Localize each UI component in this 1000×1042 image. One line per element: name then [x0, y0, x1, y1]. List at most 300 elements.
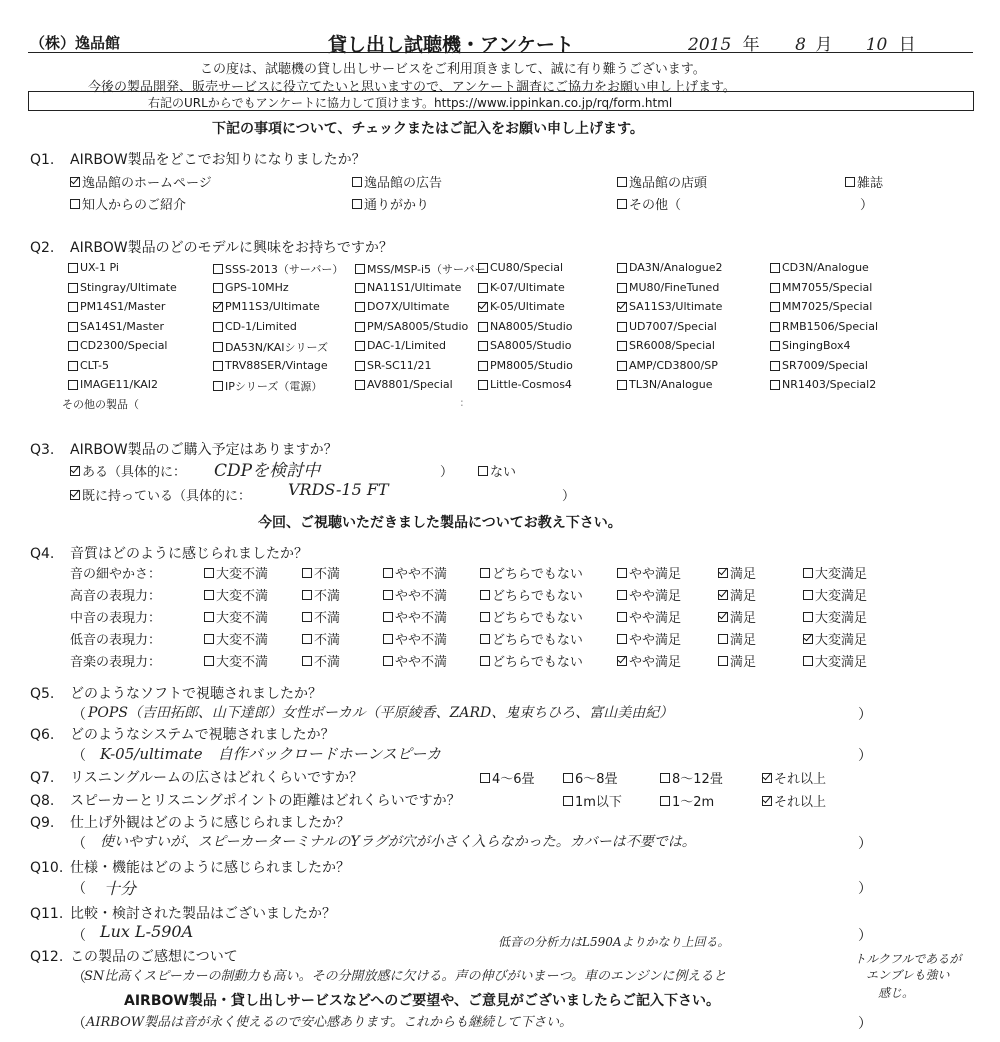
- q4-rating-option[interactable]: [302, 563, 340, 582]
- q5-answer: POPS（吉田拓郎、山下達郎）女性ボーカル（平原綾香、ZARD、鬼束ちひろ、富山美由紀）: [88, 705, 674, 721]
- q4-rating-option[interactable]: [383, 629, 447, 648]
- q2-model-label: DAC-1/Limited: [367, 339, 446, 352]
- checkbox[interactable]: [617, 380, 627, 390]
- date: 2015 年 8 月 10 日: [688, 35, 916, 55]
- q4-rating-option[interactable]: [204, 651, 268, 670]
- checkbox[interactable]: [770, 283, 780, 293]
- q4-scale-label: やや満足: [629, 633, 682, 648]
- q4-rating-option[interactable]: [617, 607, 681, 626]
- q2-model-option[interactable]: [478, 261, 563, 274]
- q2-model-label: SR6008/Special: [629, 339, 715, 352]
- q7-option-3[interactable]: 8～12畳: [660, 768, 723, 787]
- q4-row-label: 高音の表現力：: [70, 589, 162, 604]
- date-month: 8: [795, 35, 806, 55]
- q2-model-option[interactable]: [770, 261, 869, 274]
- q4-rating-option[interactable]: [480, 585, 583, 604]
- q4-rating-option[interactable]: [718, 607, 756, 626]
- q2-model-option[interactable]: [770, 339, 850, 352]
- q7-option-1[interactable]: 4～6畳: [480, 768, 535, 787]
- q2-model-label: NA8005/Studio: [490, 320, 573, 333]
- q2-model-label: DO7X/Ultimate: [367, 300, 450, 313]
- checkbox[interactable]: [213, 283, 223, 293]
- q4-scale-label: やや不満: [395, 567, 448, 582]
- checkbox[interactable]: [68, 283, 78, 293]
- q2-model-option[interactable]: [478, 359, 573, 372]
- checkbox[interactable]: [355, 341, 365, 351]
- checkbox-checked[interactable]: [478, 302, 488, 312]
- q12-answer: SN比高くスピーカーの制動力も高い。その分開放感に欠ける。声の伸びがいまーつ。車のエンジンに例えると: [84, 969, 727, 984]
- checkbox[interactable]: [803, 568, 813, 578]
- checkbox[interactable]: [302, 656, 312, 666]
- q2-model-option[interactable]: [355, 339, 446, 352]
- q2-model-option[interactable]: [355, 359, 432, 372]
- q4-scale-label: 大変満足: [815, 611, 868, 626]
- q2-model-label: TRV88SER/Vintage: [225, 359, 328, 372]
- intro-line-1: この度は、試聴機の貸し出しサービスをご利用頂きまして、誠に有り難うございます。: [200, 62, 706, 77]
- q6-open: （: [72, 748, 86, 764]
- q4-scale-label: 大変満足: [815, 633, 868, 648]
- q4-rating-option[interactable]: [803, 585, 867, 604]
- checkbox[interactable]: [617, 612, 627, 622]
- final-open: （: [72, 1016, 86, 1032]
- q2-model-option[interactable]: [355, 281, 461, 294]
- q1-option-other[interactable]: その他（: [617, 194, 681, 213]
- q7-question: Q7. リスニングルームの広さはどれくらいですか？: [30, 770, 364, 786]
- q9-answer: 使いやすいが、スピーカーターミナルのYラグが穴が小さく入らなかった。カバーは不要では。: [100, 834, 696, 850]
- checkbox[interactable]: [803, 612, 813, 622]
- checkbox[interactable]: [355, 302, 365, 312]
- checkbox[interactable]: [478, 263, 488, 273]
- checkbox[interactable]: [383, 612, 393, 622]
- checkbox[interactable]: [302, 612, 312, 622]
- q4-rating-option[interactable]: [204, 563, 268, 582]
- checkbox[interactable]: [204, 634, 214, 644]
- q4-rating-option[interactable]: [617, 563, 681, 582]
- q12-open: （: [72, 970, 86, 986]
- checkbox[interactable]: [617, 177, 627, 187]
- checkbox[interactable]: [770, 322, 780, 332]
- q6-question: Q6. どのようなシステムで視聴されましたか？: [30, 727, 335, 743]
- company-name: （株）逸品館: [30, 34, 121, 52]
- checkbox[interactable]: [617, 341, 627, 351]
- q4-scale-label: 大変不満: [216, 633, 269, 648]
- q2-other-products: その他の製品（: [62, 398, 139, 411]
- q4-rating-option[interactable]: [383, 651, 447, 670]
- checkbox[interactable]: [770, 361, 780, 371]
- checkbox[interactable]: [480, 590, 490, 600]
- checkbox[interactable]: [68, 380, 78, 390]
- q4-scale-label: やや不満: [395, 611, 448, 626]
- instruction: 下記の事項について、チェックまたはご記入をお願い申し上げます。: [212, 121, 644, 137]
- q7-option-2[interactable]: 6～8畳: [563, 768, 618, 787]
- checkbox[interactable]: [478, 380, 488, 390]
- q4-row-label: 中音の表現力：: [70, 611, 162, 626]
- checkbox[interactable]: [770, 302, 780, 312]
- checkbox[interactable]: [803, 656, 813, 666]
- checkbox[interactable]: [617, 590, 627, 600]
- q2-model-label: SR7009/Special: [782, 359, 868, 372]
- checkbox[interactable]: [302, 590, 312, 600]
- q2-model-option[interactable]: [213, 300, 320, 313]
- q2-model-option[interactable]: [617, 261, 722, 274]
- q4-rating-option[interactable]: [302, 629, 340, 648]
- q2-model-option[interactable]: [213, 281, 289, 294]
- q4-row-label: 音の細やかさ：: [70, 567, 162, 582]
- q12-note-right-1: トルクフルであるが: [854, 952, 962, 966]
- q2-model-label: CD3N/Analogue: [782, 261, 869, 274]
- q4-scale-label: やや満足: [629, 655, 682, 670]
- q4-rating-option[interactable]: [480, 563, 583, 582]
- checkbox[interactable]: [478, 283, 488, 293]
- checkbox[interactable]: [480, 773, 490, 783]
- q2-model-label: UX-1 Pi: [80, 261, 119, 274]
- checkbox[interactable]: [204, 590, 214, 600]
- q4-rating-option[interactable]: [383, 563, 447, 582]
- checkbox[interactable]: [478, 341, 488, 351]
- checkbox[interactable]: [480, 656, 490, 666]
- q1-option-store[interactable]: 逸品館の店頭: [617, 172, 707, 191]
- checkbox[interactable]: [302, 568, 312, 578]
- q8-option-3[interactable]: それ以上: [762, 791, 826, 810]
- q3-have-close: ）: [562, 489, 576, 504]
- q7-option-4[interactable]: それ以上: [762, 768, 826, 787]
- checkbox[interactable]: [478, 361, 488, 371]
- q2-model-option[interactable]: [770, 300, 872, 313]
- checkbox[interactable]: [803, 590, 813, 600]
- checkbox[interactable]: [617, 322, 627, 332]
- q2-model-option[interactable]: [355, 320, 468, 333]
- q2-model-label: K-07/Ultimate: [490, 281, 565, 294]
- checkbox-checked[interactable]: [762, 773, 772, 783]
- checkbox[interactable]: [478, 322, 488, 332]
- q4-row-label: 音楽の表現力：: [70, 655, 162, 670]
- q2-model-option[interactable]: [478, 300, 565, 313]
- q2-model-label: CU80/Special: [490, 261, 564, 274]
- q3-question: Q3. AIRBOW製品のご購入予定はありますか？: [30, 442, 338, 458]
- q4-rating-option[interactable]: [204, 629, 268, 648]
- checkbox-checked[interactable]: [718, 612, 728, 622]
- q2-model-option[interactable]: [213, 320, 297, 333]
- intro-line-2: 今後の製品開発、販売サービスに役立てたいと思いますので、アンケート調査にご協力をお願い申し上げます。: [88, 80, 736, 95]
- q1-question: Q1. AIRBOW製品をどこでお知りになりましたか？: [30, 152, 366, 168]
- checkbox[interactable]: [68, 263, 78, 273]
- checkbox[interactable]: [617, 361, 627, 371]
- q4-rating-option[interactable]: [617, 629, 681, 648]
- q4-rating-option[interactable]: [480, 607, 583, 626]
- q2-model-label: AV8801/Special: [367, 378, 453, 391]
- q4-rating-option[interactable]: [302, 585, 340, 604]
- q9-open: （: [72, 836, 86, 852]
- checkbox-checked[interactable]: [617, 656, 627, 666]
- q2-model-option[interactable]: [770, 359, 868, 372]
- q4-rating-option[interactable]: [617, 585, 681, 604]
- q4-scale-label: やや不満: [395, 633, 448, 648]
- checkbox[interactable]: [355, 380, 365, 390]
- q4-scale-label: 大変満足: [815, 589, 868, 604]
- checkbox[interactable]: [68, 322, 78, 332]
- q6-close: ）: [858, 748, 872, 764]
- checkbox-checked[interactable]: [70, 177, 80, 187]
- date-day: 10: [865, 35, 888, 55]
- q2-model-option[interactable]: [478, 320, 573, 333]
- q4-rating-option[interactable]: [383, 607, 447, 626]
- q2-model-label: K-05/Ultimate: [490, 300, 565, 313]
- q4-scale-label: 不満: [314, 611, 341, 626]
- q2-model-option[interactable]: [617, 378, 713, 391]
- q4-scale-label: 不満: [314, 589, 341, 604]
- page-title: 貸し出し試聴機・アンケート: [328, 34, 574, 56]
- q4-rating-option[interactable]: [718, 563, 756, 582]
- q1-option-magazine[interactable]: 雑誌: [845, 172, 883, 191]
- q2-model-option[interactable]: [770, 378, 876, 391]
- q4-scale-label: やや満足: [629, 589, 682, 604]
- checkbox[interactable]: [352, 177, 362, 187]
- q5-close: ）: [858, 707, 872, 723]
- q4-rating-option[interactable]: [803, 607, 867, 626]
- q2-model-label: Stingray/Ultimate: [80, 281, 177, 294]
- checkbox[interactable]: [480, 634, 490, 644]
- q1-option-friend[interactable]: 知人からのご紹介: [70, 194, 186, 213]
- q2-model-option[interactable]: [68, 359, 109, 372]
- q4-scale-label: 大変満足: [815, 655, 868, 670]
- q2-model-label: PM8005/Studio: [490, 359, 573, 372]
- q2-model-option[interactable]: [68, 281, 177, 294]
- q2-model-label: CD-1/Limited: [225, 320, 297, 333]
- q4-scale-label: 不満: [314, 633, 341, 648]
- q2-model-option[interactable]: [478, 281, 565, 294]
- q2-model-label: SA8005/Studio: [490, 339, 572, 352]
- checkbox[interactable]: [480, 612, 490, 622]
- q2-model-label: CD2300/Special: [80, 339, 168, 352]
- q2-model-label: PM/SA8005/Studio: [367, 320, 469, 333]
- q4-rating-option[interactable]: [718, 651, 756, 670]
- checkbox-checked[interactable]: [718, 590, 728, 600]
- q4-rating-option[interactable]: [204, 585, 268, 604]
- q2-model-label: MM7025/Special: [782, 300, 873, 313]
- q2-model-label: CLT-5: [80, 359, 109, 372]
- q11-close: ）: [858, 928, 872, 944]
- checkbox[interactable]: [213, 361, 223, 371]
- q2-model-option[interactable]: [617, 300, 722, 313]
- q2-model-label: SA11S3/Ultimate: [629, 300, 723, 313]
- checkbox[interactable]: [352, 199, 362, 209]
- checkbox[interactable]: [770, 263, 780, 273]
- q4-scale-label: どちらでもない: [492, 611, 583, 626]
- checkbox[interactable]: [563, 796, 573, 806]
- checkbox[interactable]: [204, 656, 214, 666]
- q2-model-option[interactable]: [68, 261, 119, 274]
- q4-rating-option[interactable]: [718, 629, 756, 648]
- q1-option-ad[interactable]: 逸品館の広告: [352, 172, 442, 191]
- q4-row-label: 低音の表現力：: [70, 633, 162, 648]
- checkbox[interactable]: [660, 796, 670, 806]
- q1-option-passing[interactable]: 通りがかり: [352, 194, 429, 213]
- q3-yes-close: ）: [440, 465, 454, 480]
- checkbox-checked[interactable]: [70, 466, 80, 476]
- section-2-title: 今回、ご視聴いただきました製品についてお教え下さい。: [258, 515, 622, 531]
- checkbox[interactable]: [478, 466, 488, 476]
- checkbox[interactable]: [355, 264, 365, 274]
- q2-model-option[interactable]: [617, 359, 718, 372]
- q2-model-label: RMB1506/Special: [782, 320, 879, 333]
- q2-model-label: DA53N/KAIシリーズ: [225, 341, 328, 354]
- q10-question: Q10. 仕様・機能はどのように感じられましたか？: [30, 860, 350, 876]
- q12-note-right-3: 感じ。: [878, 986, 915, 1000]
- checkbox[interactable]: [617, 283, 627, 293]
- checkbox[interactable]: [355, 361, 365, 371]
- checkbox-checked[interactable]: [213, 302, 223, 312]
- q4-rating-option[interactable]: [302, 651, 340, 670]
- q6-answer: K-05/ultimate 自作バックロードホーンスピーカ: [100, 745, 442, 763]
- checkbox[interactable]: [617, 568, 627, 578]
- checkbox[interactable]: [617, 263, 627, 273]
- q2-model-option[interactable]: [68, 339, 167, 352]
- q2-model-label: GPS-10MHz: [225, 281, 289, 294]
- q4-rating-option[interactable]: [383, 585, 447, 604]
- q2-model-label: UD7007/Special: [629, 320, 717, 333]
- q11-open: （: [72, 928, 86, 944]
- final-close: ）: [858, 1016, 872, 1032]
- q2-model-option[interactable]: [617, 339, 715, 352]
- q3-option-no[interactable]: ない: [478, 461, 516, 480]
- date-year: 2015: [688, 35, 732, 55]
- q2-model-label: SSS-2013（サーバー）: [225, 263, 344, 276]
- q8-question: Q8. スピーカーとリスニングポイントの距離はどれくらいですか？: [30, 793, 461, 809]
- checkbox[interactable]: [204, 568, 214, 578]
- q4-rating-option[interactable]: [617, 651, 681, 670]
- q2-model-label: MSS/MSP-i5（サーバー: [367, 263, 486, 276]
- q2-model-label: PM11S3/Ultimate: [225, 300, 320, 313]
- q4-scale-label: どちらでもない: [492, 633, 583, 648]
- url-line: 右記のURLからでもアンケートに協力して頂けます。https://www.ippinkan.co.jp/rq/form.html: [148, 96, 673, 110]
- q2-model-label: SingingBox4: [782, 339, 851, 352]
- q3-option-have[interactable]: 既に持っている（具体的に：: [70, 485, 251, 504]
- q3-option-yes[interactable]: ある（具体的に：: [70, 461, 186, 480]
- q8-option-1[interactable]: 1m以下: [563, 791, 622, 810]
- checkbox-checked[interactable]: [762, 796, 772, 806]
- q2-model-option[interactable]: [213, 378, 322, 394]
- checkbox-checked[interactable]: [617, 302, 627, 312]
- q2-model-option[interactable]: [478, 378, 572, 391]
- q2-model-label: MM7055/Special: [782, 281, 873, 294]
- q2-model-option[interactable]: [770, 320, 878, 333]
- q2-model-label: SR-SC11/21: [367, 359, 432, 372]
- q2-model-option[interactable]: [68, 300, 165, 313]
- checkbox-checked[interactable]: [70, 490, 80, 500]
- q11-answer: Lux L-590A: [100, 922, 194, 941]
- q4-scale-label: やや不満: [395, 589, 448, 604]
- checkbox[interactable]: [383, 656, 393, 666]
- q4-scale-label: 満足: [730, 655, 757, 670]
- checkbox[interactable]: [383, 634, 393, 644]
- q2-model-option[interactable]: [355, 261, 486, 277]
- q4-scale-label: 満足: [730, 589, 757, 604]
- q4-rating-option[interactable]: [718, 585, 756, 604]
- q4-scale-label: 不満: [314, 655, 341, 670]
- checkbox[interactable]: [383, 568, 393, 578]
- q2-model-option[interactable]: [355, 378, 453, 391]
- checkbox[interactable]: [718, 634, 728, 644]
- final-request: AIRBOW製品・貸し出しサービスなどへのご要望や、ご意見がございましたらご記入下さい。: [124, 993, 720, 1009]
- q2-model-label: NA11S1/Ultimate: [367, 281, 462, 294]
- checkbox-checked[interactable]: [803, 634, 813, 644]
- q2-model-label: IMAGE11/KAI2: [80, 378, 159, 391]
- q4-scale-label: 満足: [730, 611, 757, 626]
- q2-model-option[interactable]: [617, 320, 717, 333]
- q4-scale-label: 大変不満: [216, 655, 269, 670]
- q10-close: ）: [858, 881, 872, 897]
- q5-question: Q5. どのようなソフトで視聴されましたか？: [30, 686, 322, 702]
- checkbox[interactable]: [213, 381, 223, 391]
- q4-scale-label: 大変満足: [815, 567, 868, 582]
- q4-scale-label: 不満: [314, 567, 341, 582]
- q1-option-homepage[interactable]: 逸品館のホームページ: [70, 172, 212, 191]
- checkbox[interactable]: [355, 283, 365, 293]
- checkbox[interactable]: [770, 341, 780, 351]
- q2-model-option[interactable]: [68, 378, 158, 391]
- q4-rating-option[interactable]: [803, 629, 867, 648]
- q5-open: （: [72, 707, 86, 723]
- q2-model-option[interactable]: [213, 359, 328, 372]
- q3-have-answer: VRDS-15 FT: [288, 480, 389, 499]
- checkbox-checked[interactable]: [718, 568, 728, 578]
- q2-model-label: NR1403/Special2: [782, 378, 877, 391]
- q2-model-option[interactable]: [213, 261, 343, 277]
- checkbox[interactable]: [68, 302, 78, 312]
- q4-rating-option[interactable]: [803, 563, 867, 582]
- checkbox[interactable]: [70, 199, 80, 209]
- q4-scale-label: やや満足: [629, 611, 682, 626]
- header-rule: [28, 52, 973, 53]
- q10-open: （: [72, 881, 86, 897]
- q8-option-2[interactable]: 1～2m: [660, 791, 714, 810]
- checkbox[interactable]: [660, 773, 670, 783]
- q4-question: Q4. 音質はどのように感じられましたか？: [30, 546, 308, 562]
- q2-model-option[interactable]: [617, 281, 719, 294]
- checkbox[interactable]: [213, 322, 223, 332]
- q2-model-option[interactable]: [355, 300, 449, 313]
- q4-rating-option[interactable]: [302, 607, 340, 626]
- checkbox[interactable]: [355, 322, 365, 332]
- q12-note-above: 低音の分析力はL590Aよりかなり上回る。: [498, 935, 730, 949]
- q2-model-option[interactable]: [478, 339, 571, 352]
- q4-rating-option[interactable]: [480, 651, 583, 670]
- q2-model-option[interactable]: [770, 281, 872, 294]
- checkbox[interactable]: [204, 612, 214, 622]
- checkbox[interactable]: [68, 341, 78, 351]
- checkbox[interactable]: [563, 773, 573, 783]
- checkbox[interactable]: [617, 634, 627, 644]
- checkbox[interactable]: [770, 380, 780, 390]
- q2-model-option[interactable]: [68, 320, 164, 333]
- q2-model-option[interactable]: [213, 339, 328, 355]
- checkbox[interactable]: [213, 264, 223, 274]
- q4-rating-option[interactable]: [803, 651, 867, 670]
- checkbox[interactable]: [213, 342, 223, 352]
- q4-rating-option[interactable]: [480, 629, 583, 648]
- checkbox[interactable]: [68, 361, 78, 371]
- checkbox[interactable]: [302, 634, 312, 644]
- q2-model-label: AMP/CD3800/SP: [629, 359, 718, 372]
- q2-model-label: PM14S1/Master: [80, 300, 166, 313]
- checkbox[interactable]: [383, 590, 393, 600]
- checkbox[interactable]: [845, 177, 855, 187]
- checkbox[interactable]: [617, 199, 627, 209]
- checkbox[interactable]: [480, 568, 490, 578]
- q2-model-label: MU80/FineTuned: [629, 281, 720, 294]
- q4-rating-option[interactable]: [204, 607, 268, 626]
- checkbox[interactable]: [718, 656, 728, 666]
